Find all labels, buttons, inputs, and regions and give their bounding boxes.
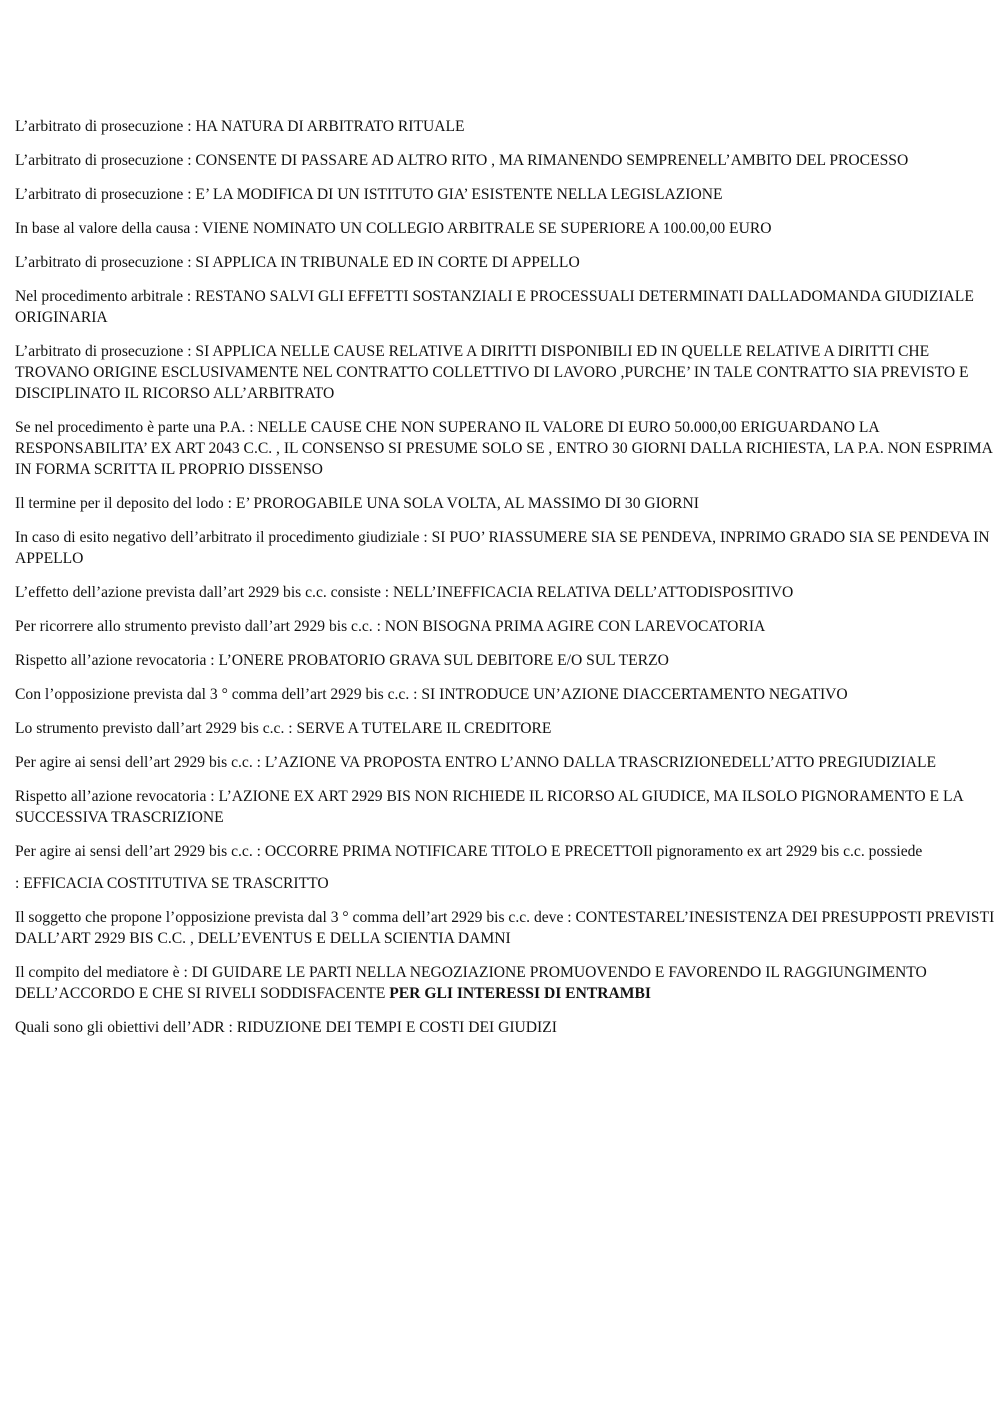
qa-paragraph-mediatore xyxy=(15,962,997,1004)
qa-paragraph: Il soggetto che propone l’opposizione prevista dal 3 ° comma dell’art 2929 bis c.c. deve : CONTESTAREL’INESISTENZA DEI PRESUPPOSTI PREVISTI DALL’ART 2929 BIS C.C. , DELL’EVENTUS E DELLA SCIENTIA DAMNI xyxy=(15,909,995,947)
qa-paragraph: Per ricorrere allo strumento previsto dall’art 2929 bis c.c. : NON BISOGNA PRIMA AGIRE CON LAREVOCATORIA xyxy=(15,618,766,635)
qa-paragraph: L’arbitrato di prosecuzione : SI APPLICA IN TRIBUNALE ED IN CORTE DI APPELLO xyxy=(15,254,580,271)
qa-paragraph: L’arbitrato di prosecuzione : SI APPLICA NELLE CAUSE RELATIVE A DIRITTI DISPONIBILI ED IN QUELLE RELATIVE A DIRITTI CHE TROVANO ORIGINE ESCLUSIVAMENTE NEL CONTRATTO COLLETTIVO DI LAVORO ,PURCHE’ IN TALE CONTRATTO SIA PREVISTO E DISCIPLINATO IL RICORSO ALL’ARBITRATO xyxy=(15,343,969,402)
qa-paragraph: Rispetto all’azione revocatoria : L’ONERE PROBATORIO GRAVA SUL DEBITORE E/O SUL TERZO xyxy=(15,652,669,669)
qa-paragraph: In caso di esito negativo dell’arbitrato il procedimento giudiziale : SI PUO’ RIASSUMERE SIA SE PENDEVA, INPRIMO GRADO SIA SE PENDEVA IN APPELLO xyxy=(15,529,990,567)
qa-paragraph: L’arbitrato di prosecuzione : CONSENTE DI PASSARE AD ALTRO RITO , MA RIMANENDO SEMPRENELL’AMBITO DEL PROCESSO xyxy=(15,152,909,169)
qa-paragraph: In base al valore della causa : VIENE NOMINATO UN COLLEGIO ARBITRALE SE SUPERIORE A 100.00,00 EURO xyxy=(15,220,772,237)
qa-paragraph: Rispetto all’azione revocatoria : L’AZIONE EX ART 2929 BIS NON RICHIEDE IL RICORSO AL GIUDICE, MA ILSOLO PIGNORAMENTO E LA SUCCESSIVA TRASCRIZIONE xyxy=(15,788,963,826)
qa-paragraph: Lo strumento previsto dall’art 2929 bis c.c. : SERVE A TUTELARE IL CREDITORE xyxy=(15,720,552,737)
document-body xyxy=(15,116,997,1051)
qa-paragraph: Se nel procedimento è parte una P.A. : NELLE CAUSE CHE NON SUPERANO IL VALORE DI EURO 50.000,00 ERIGUARDANO LA RESPONSABILITA’ EX ART 2043 C.C. , IL CONSENSO SI PRESUME SOLO SE , ENTRO 30 GIORNI DALLA RICHIESTA, LA P.A. NON ESPRIMA IN FORMA SCRITTA IL PROPRIO DISSENSO xyxy=(15,419,993,478)
qa-paragraph: Il termine per il deposito del lodo : E’ PROROGABILE UNA SOLA VOLTA, AL MASSIMO DI 30 GIORNI xyxy=(15,495,699,512)
qa-paragraph: Nel procedimento arbitrale : RESTANO SALVI GLI EFFETTI SOSTANZIALI E PROCESSUALI DETERMINATI DALLADOMANDA GIUDIZIALE ORIGINARIA xyxy=(15,288,974,326)
qa-paragraph: L’arbitrato di prosecuzione : HA NATURA DI ARBITRATO RITUALE xyxy=(15,118,465,135)
qa-paragraph: Con l’opposizione prevista dal 3 ° comma dell’art 2929 bis c.c. : SI INTRODUCE UN’AZIONE DIACCERTAMENTO NEGATIVO xyxy=(15,686,848,703)
qa-paragraph: L’effetto dell’azione prevista dall’art 2929 bis c.c. consiste : NELL’INEFFICACIA RELATIVA DELL’ATTODISPOSITIVO xyxy=(15,584,794,601)
qa-paragraph: Per agire ai sensi dell’art 2929 bis c.c. : L’AZIONE VA PROPOSTA ENTRO L’ANNO DALLA TRASCRIZIONEDELL’ATTO PREGIUDIZIALE xyxy=(15,754,937,771)
qa-paragraph: Per agire ai sensi dell’art 2929 bis c.c. : OCCORRE PRIMA NOTIFICARE TITOLO E PRECETTOIl pignoramento ex art 2929 bis c.c. possiede xyxy=(15,843,923,860)
qa-paragraph: L’arbitrato di prosecuzione : E’ LA MODIFICA DI UN ISTITUTO GIA’ ESISTENTE NELLA LEGISLAZIONE xyxy=(15,186,723,203)
qa-paragraph: : EFFICACIA COSTITUTIVA SE TRASCRITTO xyxy=(15,875,329,892)
qa-paragraph: Quali sono gli obiettivi dell’ADR : RIDUZIONE DEI TEMPI E COSTI DEI GIUDIZI xyxy=(15,1019,557,1036)
mediatore-bold-text: PER GLI INTERESSI DI ENTRAMBI xyxy=(389,985,651,1002)
mediatore-text: Il compito del mediatore è : DI GUIDARE LE PARTI NELLA NEGOZIAZIONE PROMUOVENDO E FAVORENDO IL RAGGIUNGIMENTO DELL’ACCORDO E CHE SI RIVELI SODDISFACENTE xyxy=(15,964,927,1002)
